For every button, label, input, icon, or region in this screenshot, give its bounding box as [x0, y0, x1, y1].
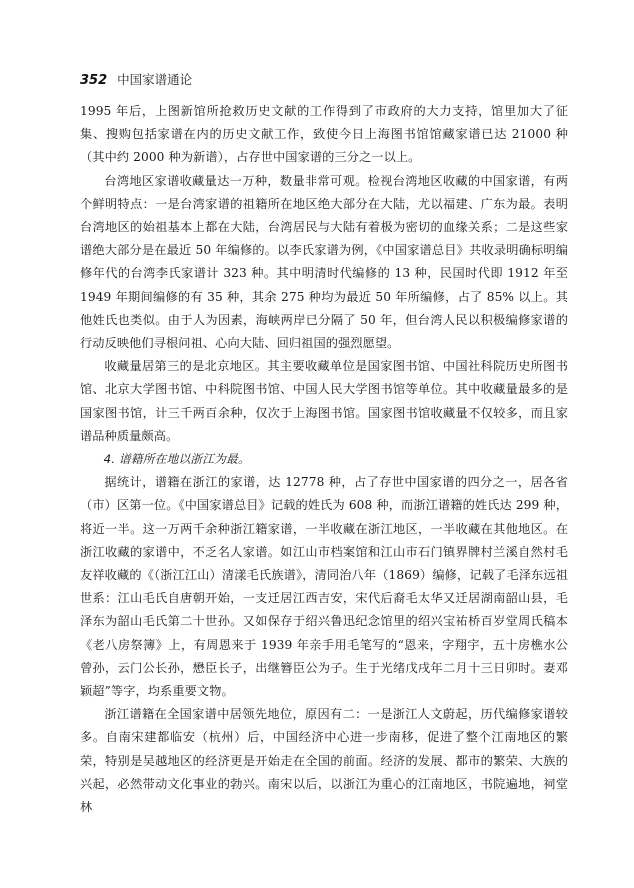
paragraph-continuation: 1995 年后，上图新馆所抢救历史文献的工作得到了市政府的大力支持，馆里加大了征集、搜购包括家谱在内的历史文献工作，致使今日上海图书馆馆藏家谱已达 21000 种（其中约 2000 种为新谱），占存世中国家谱的三分之一以上。	[80, 104, 568, 165]
paragraph-zhejiang-statistics: 据统计，谱籍在浙江的家谱，达 12778 种，占了存世中国家谱的四分之一，居各省（市）区第一位。《中国家谱总目》记载的姓氏为 608 种，而浙江谱籍的姓氏达 299 种，将近一半。这一万两千余种浙江籍家谱，一半收藏在浙江地区，一半收藏在其他地区。在浙江收藏的家谱中，不乏名人家谱。如江山市档案馆和江山市石门镇界牌村兰溪自然村毛友祥收藏的《（浙江江山）清漾毛氏族谱》，清同治八年（1869）编修，记载了毛泽东远祖世系：江山毛氏自唐朝开始，一支迁居江西吉安，宋代后裔毛太华又迁居湖南韶山县，毛泽东为韶山毛氏第二十世孙。又如保存于绍兴鲁迅纪念馆里的绍兴宝祐桥百岁堂周氏稿本《老八房祭簿》上，有周恩来于 1939 年亲手用毛笔写的“恩来，字翔宇，五十房樵水公曾孙，云门公长孙，懋臣长子，出继簪臣公为子。生于光绪戊戌年二月十三日卯时。妻邓颖超”等字，均系重要文物。	[80, 475, 568, 699]
running-header	[80, 70, 192, 88]
book-title: 中国家谱通论	[117, 72, 193, 87]
paragraph-zhejiang-reasons: 浙江谱籍在全国家谱中居领先地位，原因有二：一是浙江人文蔚起，历代编修家谱较多。自南宋建都临安（杭州）后，中国经济中心进一步南移，促进了整个江南地区的繁荣，特别是吴越地区的经济更是开始走在全国的前面。经济的发展、都市的繁荣、大族的兴起，必然带动文化事业的勃兴。南宋以后，以浙江为重心的江南地区，书院遍地，祠堂林	[80, 707, 568, 815]
section-subheading: 4. 谱籍所在地以浙江为最。	[103, 452, 250, 467]
paragraph-taiwan-collection: 台湾地区家谱收藏量达一万种，数量非常可观。检视台湾地区收藏的中国家谱，有两个鲜明特点：一是台湾家谱的祖籍所在地区绝大部分在大陆，尤以福建、广东为最。表明台湾地区的始祖基本上都在大陆，台湾居民与大陆有着极为密切的血缘关系；二是这些家谱绝大部分是在最近 50 年编修的。以李氏家谱为例，《中国家谱总目》共收录明确标明编修年代的台湾李氏家谱计 323 种。其中明清时代编修的 13 种，民国时代即 1912 年至 1949 年期间编修的有 35 种，其余 275 种均为最近 50 年所编修，占了 85% 以上。其他姓氏也类似。由于人为因素，海峡两岸已分隔了 50 年，但台湾人民以积极编修家谱的行动反映他们寻根问祖、心向大陆、回归祖国的强烈愿望。	[80, 173, 568, 351]
paragraph-beijing-collection: 收藏量居第三的是北京地区。其主要收藏单位是国家图书馆、中国社科院历史所图书馆、北京大学图书馆、中科院图书馆、中国人民大学图书馆等单位。其中收藏量最多的是国家图书馆，计三千两百余种，仅次于上海图书馆。国家图书馆收藏量不仅较多，而且家谱品种质量颇高。	[80, 359, 568, 443]
page-number: 352	[80, 73, 108, 88]
body-text	[80, 100, 568, 819]
